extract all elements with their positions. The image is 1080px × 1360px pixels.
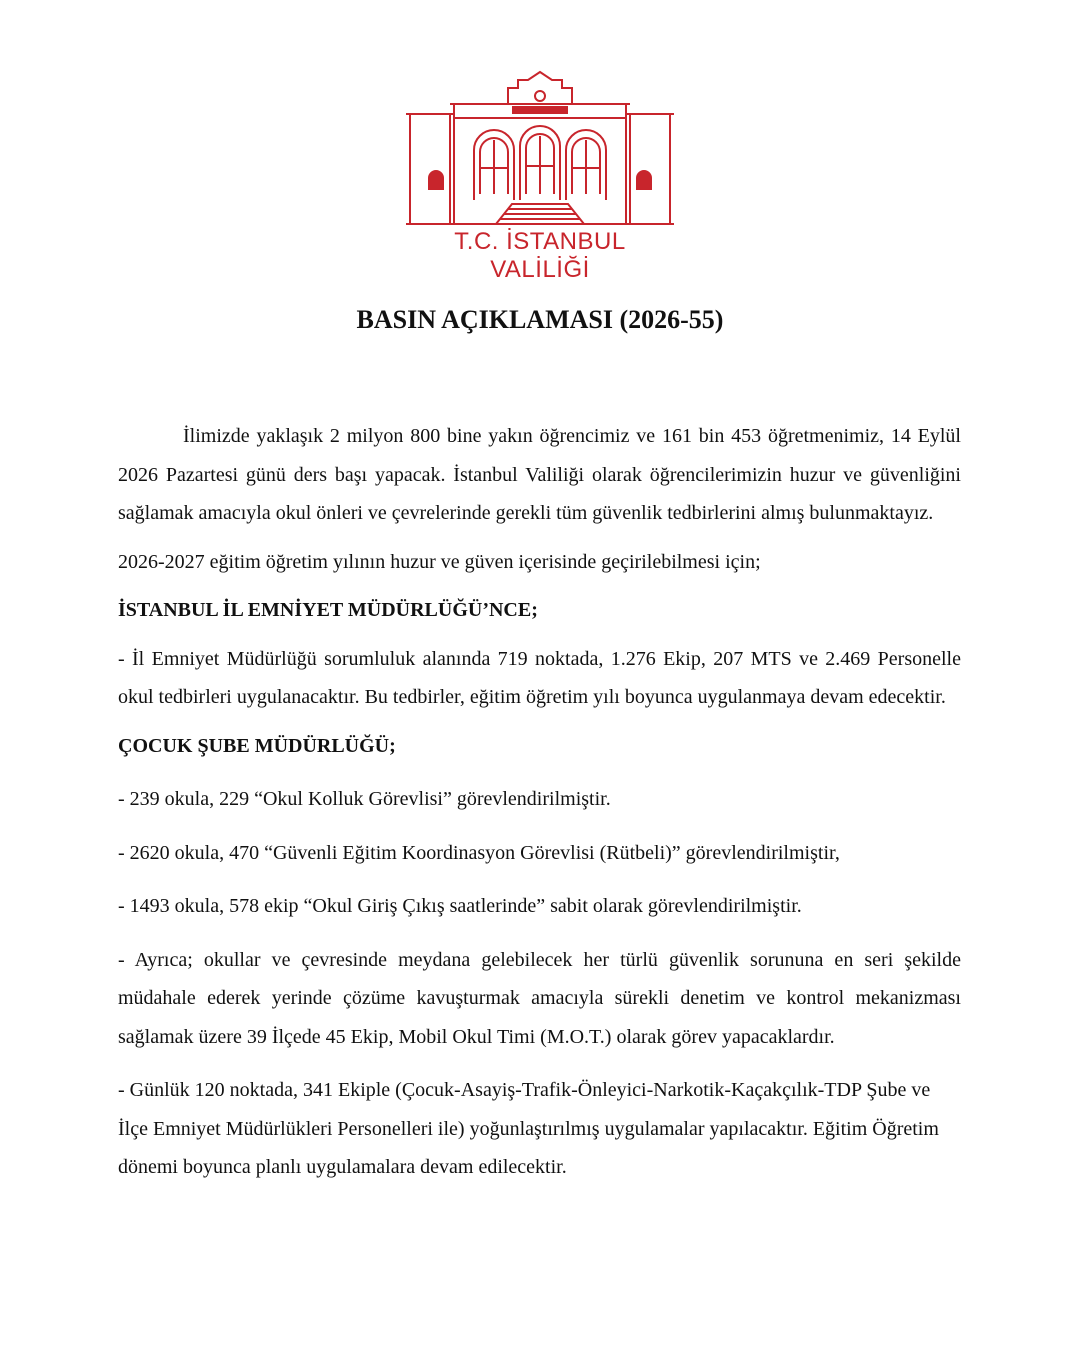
list-item: - Günlük 120 noktada, 341 Ekiple (Çocuk-Asayiş-Trafik-Önleyici-Narkotik-Kaçakçılık-TDP Şube ve İlçe Emniyet Müdürlükleri Personelleri ile) yoğunlaştırılmış uygulamalar yapılacaktır. Eğitim Öğretim dönemi boyunca planlı uygulamalara devam edilecektir.	[118, 1079, 939, 1178]
list-item: - 2620 okula, 470 “Güvenli Eğitim Koordinasyon Görevlisi (Rütbeli)” görevlendirilmiştir,	[118, 841, 840, 864]
section-heading-police: İSTANBUL İL EMNİYET MÜDÜRLÜĞÜ’NCE;	[118, 599, 538, 621]
istanbul-governorship-building-icon	[404, 70, 676, 230]
page-title: BASIN AÇIKLAMASI (2026-55)	[356, 305, 724, 334]
purpose-paragraph: 2026-2027 eğitim öğretim yılının huzur ve güven içerisinde geçirilebilmesi için;	[118, 550, 761, 573]
logo-text: T.C. İSTANBUL VALİLİĞİ	[454, 228, 626, 283]
list-item: - 239 okula, 229 “Okul Kolluk Görevlisi” görevlendirilmiştir.	[118, 788, 611, 810]
logo	[404, 70, 676, 283]
list-item: - 1493 okula, 578 ekip “Okul Giriş Çıkış saatlerinde” sabit olarak görevlendirilmiştir.	[118, 895, 802, 917]
document-body	[118, 417, 961, 1187]
intro-paragraph: İlimizde yaklaşık 2 milyon 800 bine yakın öğrencimiz ve 161 bin 453 öğretmenimiz, 14 Eylül 2026 Pazartesi günü ders başı yapacak. İstanbul Valiliği olarak öğrencilerimizin huzur ve güvenliğini sağlamak amacıyla okul önleri ve çevrelerinde gerekli tüm güvenlik tedbirlerini almış bulunmaktayız.	[118, 425, 961, 524]
list-item: - Ayrıca; okullar ve çevresinde meydana gelebilecek her türlü güvenlik sorununa en seri şekilde müdahale ederek yerinde çözüme kavuşturmak amacıyla sürekli denetim ve kontrol mekanizması sağlamak üzere 39 İlçede 45 Ekip, Mobil Okul Timi (M.O.T.) olarak görev yapacaklardır.	[118, 948, 961, 1048]
section-heading-child-branch: ÇOCUK ŞUBE MÜDÜRLÜĞÜ;	[118, 734, 396, 757]
list-item: - İl Emniyet Müdürlüğü sorumluluk alanında 719 noktada, 1.276 Ekip, 207 MTS ve 2.469 Personelle okul tedbirleri uygulanacaktır. Bu tedbirler, eğitim öğretim yılı boyunca uygulanmaya devam edecektir.	[118, 647, 961, 708]
